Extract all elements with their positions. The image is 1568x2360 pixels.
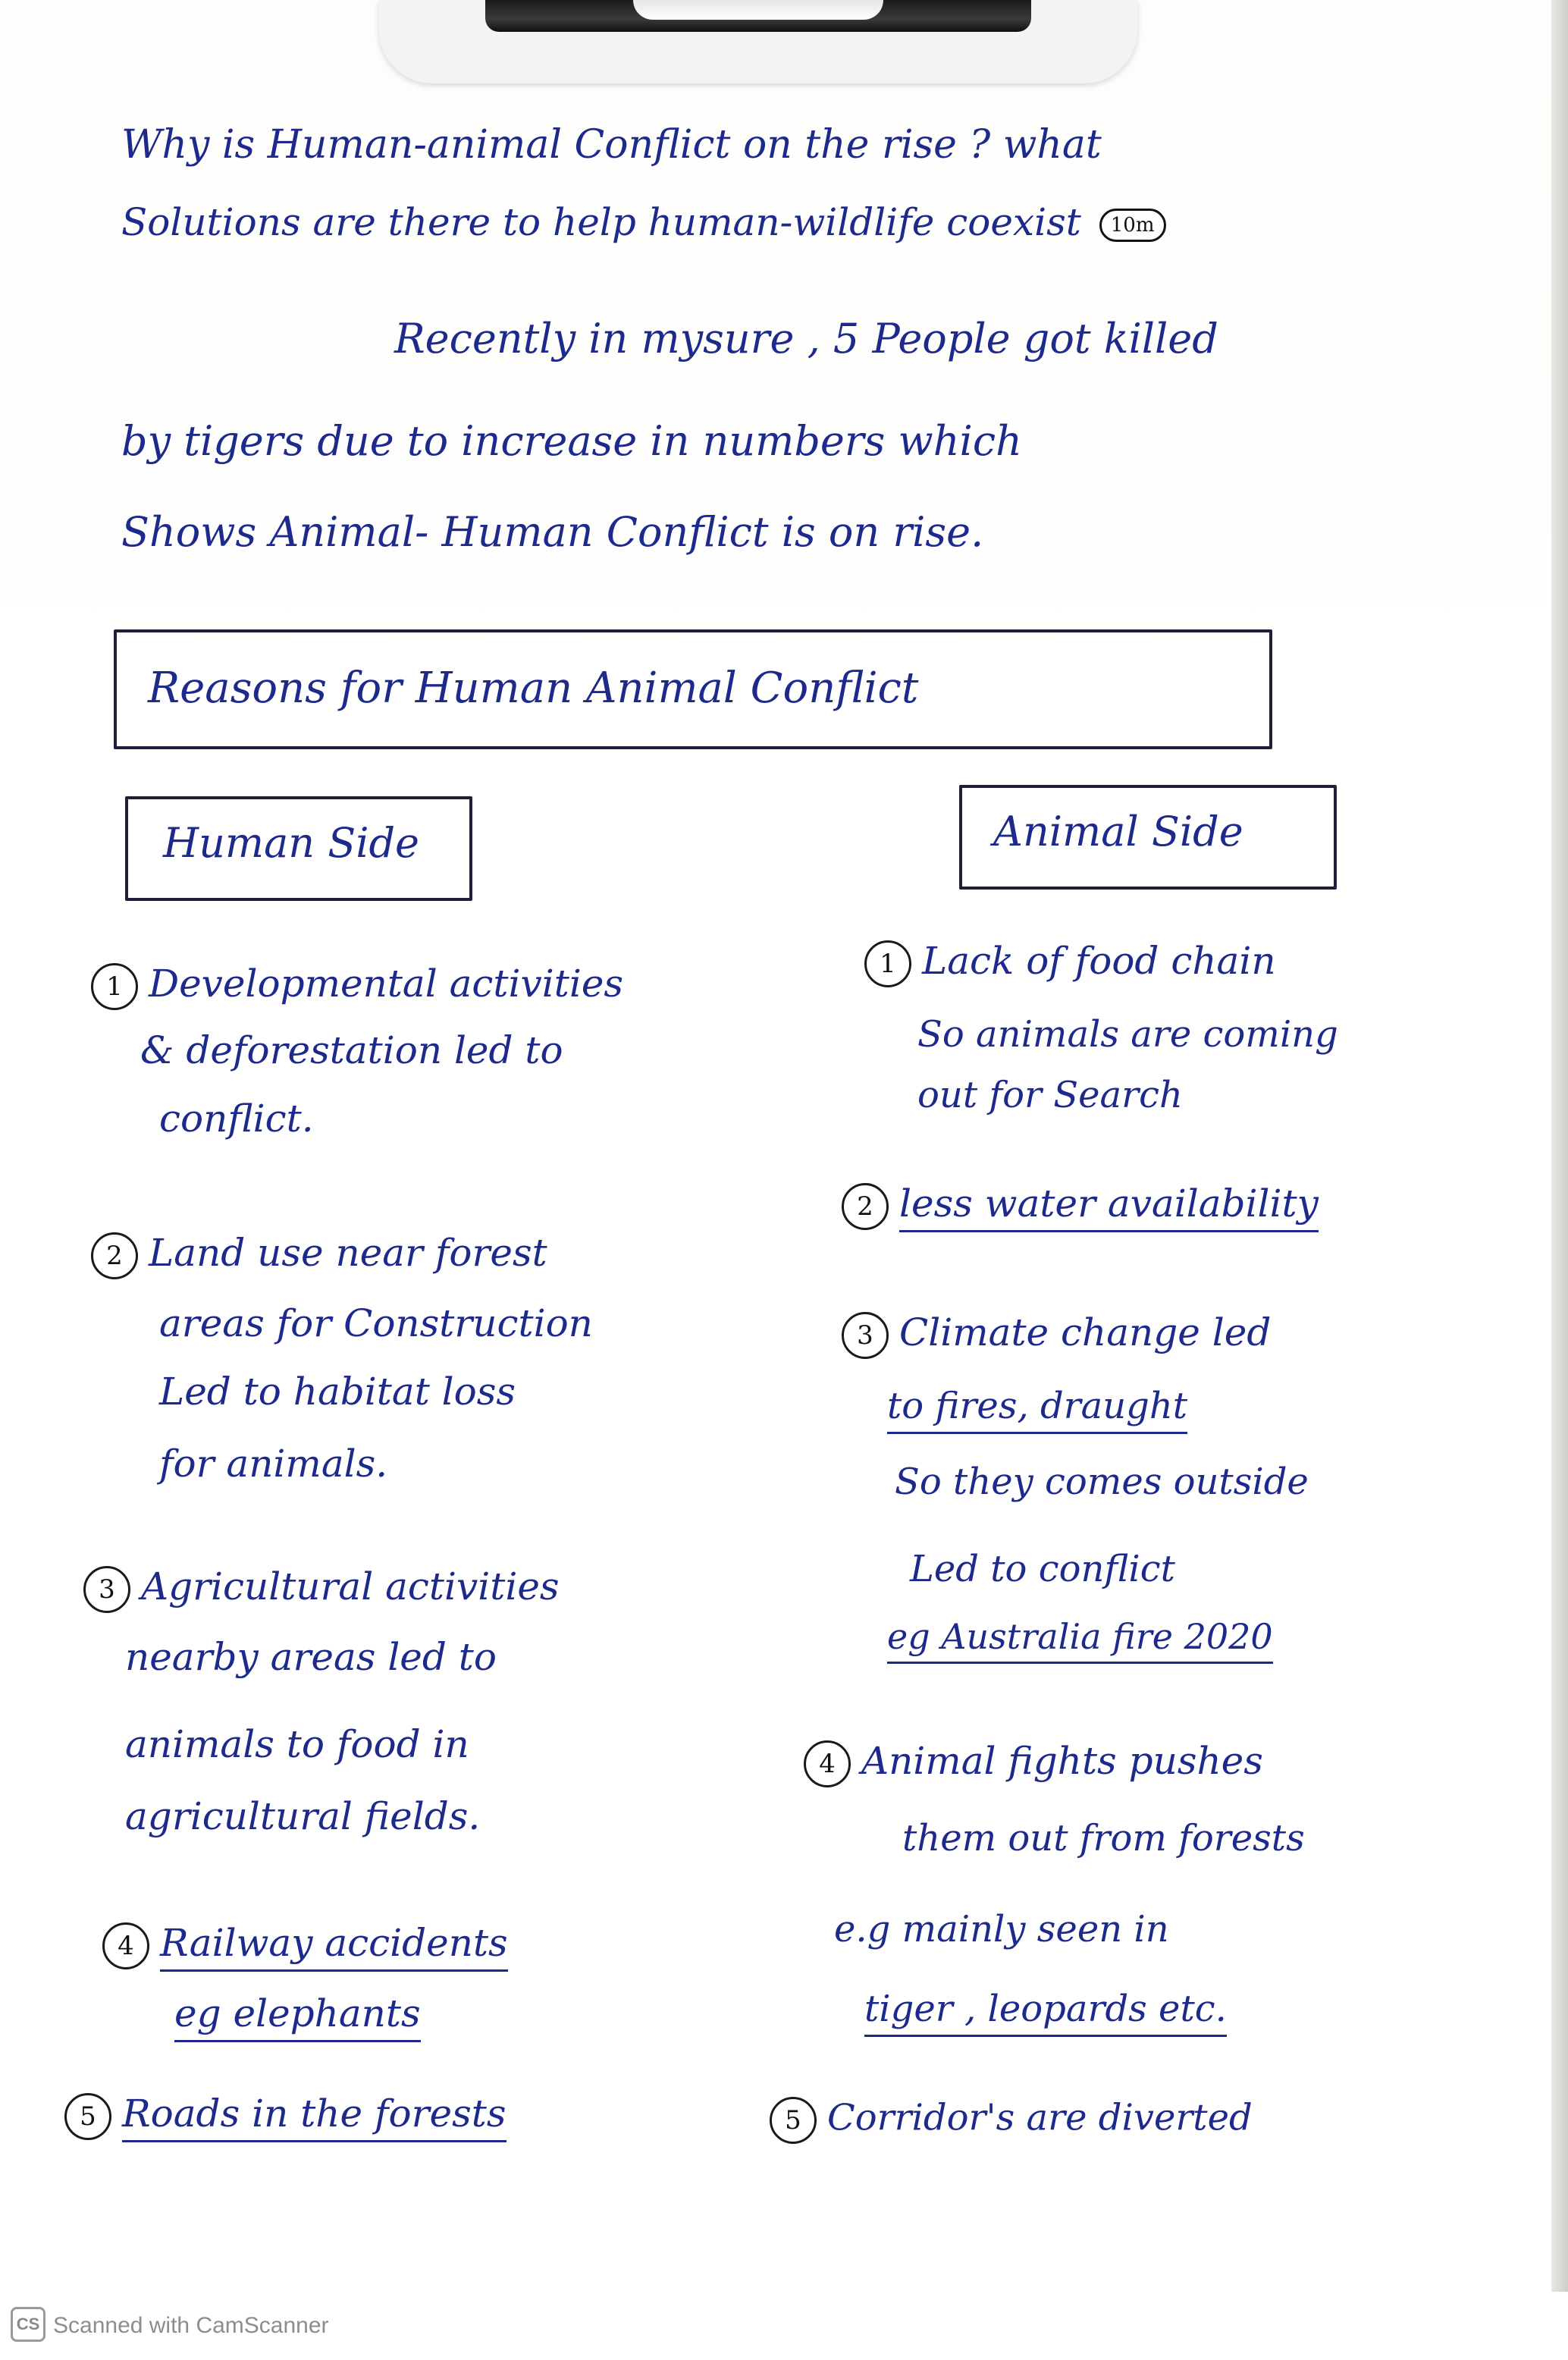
point-text: Land use near forest (149, 1231, 547, 1275)
animal-point-1-line-1 (864, 940, 1276, 987)
human-point-3-line-1 (83, 1566, 560, 1613)
question-text-1: Why is Human-animal Conflict on the rise ? what (121, 122, 1102, 168)
intro-line-2: by tigers due to increase in numbers which (121, 417, 1022, 465)
point-text: tiger , leopards etc. (864, 1988, 1227, 2037)
point-text: Roads in the forests (122, 2092, 506, 2142)
animal-point-3-line-4: Led to conflict (910, 1548, 1175, 1590)
animal-point-3-line-3: So they comes outside (895, 1461, 1309, 1503)
human-point-1-line-1 (91, 963, 623, 1010)
point-text: Climate change led (899, 1310, 1272, 1354)
animal-point-3-line-5 (887, 1616, 1273, 1657)
point-text: eg Australia fire 2020 (887, 1616, 1273, 1664)
animal-point-2-line-1 (842, 1183, 1319, 1230)
point-text: Corridor's are diverted (827, 2096, 1253, 2139)
point-number: 1 (91, 963, 138, 1010)
question-text-2: Solutions are there to help human-wildlife coexist (121, 200, 1081, 244)
question-line-1 (121, 122, 1102, 168)
point-text: Railway accidents (160, 1921, 508, 1972)
animal-point-3-line-1 (842, 1312, 1271, 1359)
reasons-heading: Reasons for Human Animal Conflict (148, 664, 919, 713)
point-number: 2 (842, 1183, 889, 1230)
point-number: 4 (102, 1922, 149, 1969)
clip-bar (485, 0, 1031, 32)
animal-point-1-line-3: out for Search (917, 1074, 1183, 1116)
clip-bar-opening (633, 0, 883, 20)
animal-point-1-line-2: So animals are coming (917, 1013, 1338, 1056)
point-number: 5 (770, 2097, 817, 2144)
intro-line-1: Recently in mysure , 5 People got killed (394, 315, 1218, 362)
point-text: eg elephants (174, 1991, 421, 2042)
human-point-3-line-3: animals to food in (125, 1722, 469, 1766)
point-text: Developmental activities (149, 962, 624, 1006)
intro-line-3: Shows Animal- Human Conflict is on rise. (121, 508, 984, 556)
human-point-2-line-3: Led to habitat loss (159, 1370, 516, 1414)
point-number: 3 (83, 1566, 130, 1613)
animal-point-3-line-2 (887, 1385, 1188, 1427)
question-line-2 (121, 200, 1166, 244)
human-point-2-line-4: for animals. (159, 1442, 388, 1486)
point-number: 1 (864, 940, 911, 987)
human-point-1-line-2: & deforestation led to (140, 1028, 563, 1072)
animal-side-heading: Animal Side (993, 808, 1243, 855)
animal-point-4-line-2: them out from forests (902, 1817, 1305, 1859)
human-point-5-line-1 (64, 2093, 506, 2140)
point-text: Animal fights pushes (861, 1739, 1263, 1783)
human-point-4-line-1 (102, 1922, 508, 1969)
animal-point-4-line-4 (864, 1988, 1227, 2030)
camscanner-logo-icon: CS (11, 2307, 45, 2342)
point-number: 5 (64, 2093, 111, 2140)
animal-point-4-line-1 (804, 1740, 1263, 1787)
human-point-4-line-2 (174, 1991, 421, 2035)
human-point-1-line-3: conflict. (159, 1097, 314, 1141)
animal-point-5-line-1 (770, 2097, 1253, 2144)
point-number: 4 (804, 1740, 851, 1787)
clipboard-clip (379, 0, 1137, 91)
human-point-3-line-4: agricultural fields. (125, 1794, 481, 1838)
human-point-2-line-2: areas for Construction (159, 1301, 593, 1345)
camscanner-watermark: Scanned with CamScanner (53, 2313, 329, 2338)
marks-badge: 10m (1099, 209, 1166, 242)
human-side-heading: Human Side (163, 819, 420, 867)
point-text: Lack of food chain (922, 939, 1276, 983)
page-edge (1551, 0, 1568, 2313)
human-point-2-line-1 (91, 1232, 547, 1279)
scanner-footer (0, 2292, 1568, 2360)
point-text: less water availability (899, 1182, 1319, 1232)
human-point-3-line-2: nearby areas led to (125, 1635, 497, 1679)
point-number: 2 (91, 1232, 138, 1279)
point-text: to fires, draught (887, 1385, 1187, 1434)
animal-point-4-line-3: e.g mainly seen in (834, 1908, 1169, 1950)
point-text: Agricultural activities (141, 1564, 560, 1608)
point-number: 3 (842, 1312, 889, 1359)
